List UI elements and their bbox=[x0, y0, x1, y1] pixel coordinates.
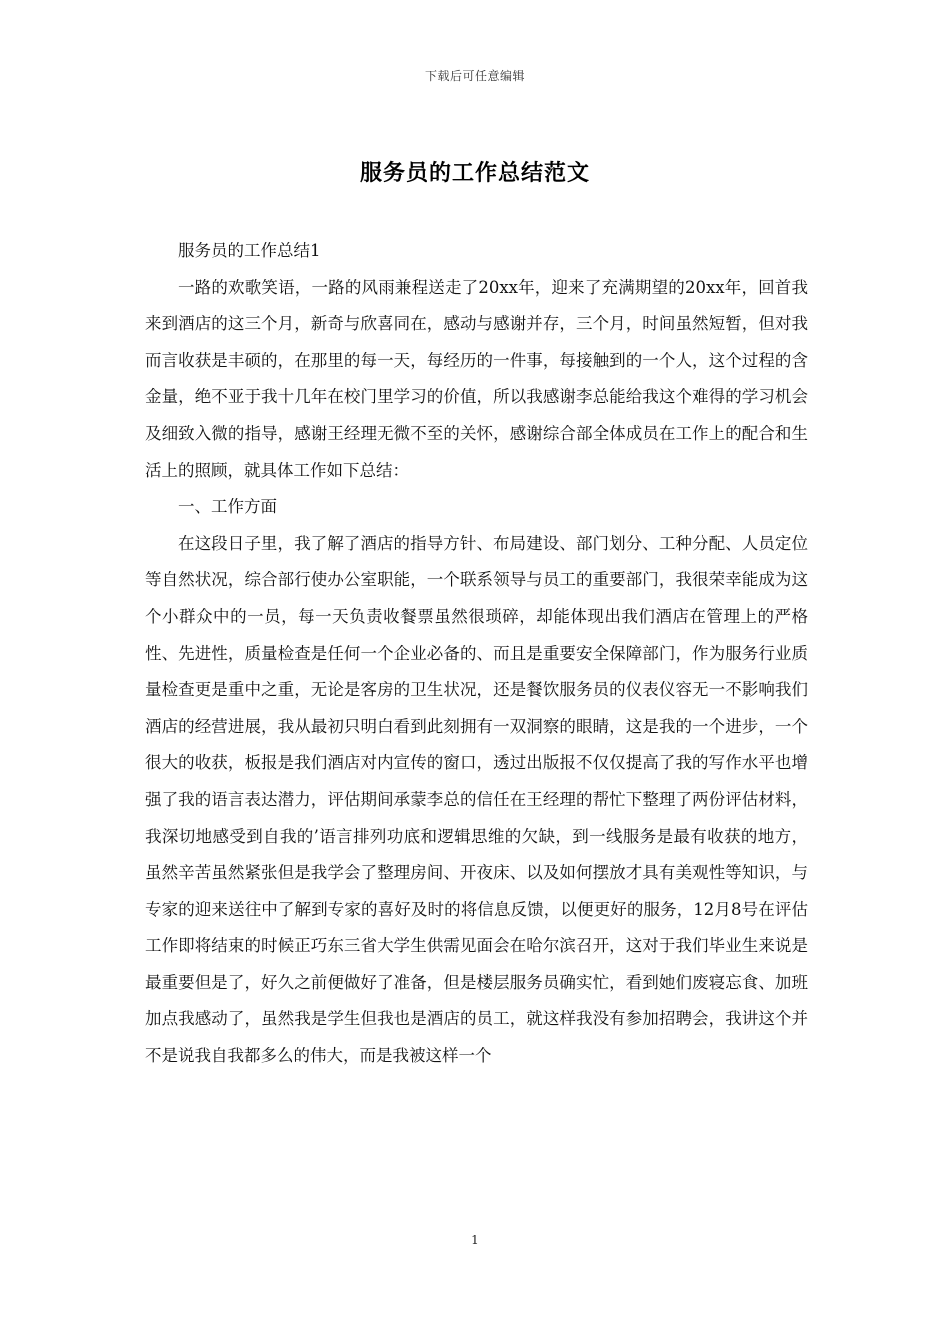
body-paragraph: 在这段日子里，我了解了酒店的指导方针、布局建设、部门划分、工种分配、人员定位等自然状况，综合部行使办公室职能，一个联系领导与员工的重要部门，我很荣幸能成为这个小群众中的一员，每一天负责收餐票虽然很琐碎，却能体现出我们酒店在管理上的严格性、先进性，质量检查是任何一个企业必备的、而且是重要安全保障部门，作为服务行业质量检查更是重中之重，无论是客房的卫生状况，还是餐饮服务员的仪表仪容无一不影响我们酒店的经营进展，我从最初只明白看到此刻拥有一双洞察的眼睛，这是我的一个进步，一个很大的收获，板报是我们酒店对内宣传的窗口，透过出版报不仅仅提高了我的写作水平也增强了我的语言表达潜力，评估期间承蒙李总的信任在王经理的帮忙下整理了两份评估材料，我深切地感受到自我的’语言排列功底和逻辑思维的欠缺，到一线服务是最有收获的地方，虽然辛苦虽然紧张但是我学会了整理房间、开夜床、以及如何摆放才具有美观性等知识，与专家的迎来送往中了解到专家的喜好及时的将信息反馈，以便更好的服务，12月8号在评估工作即将结束的时候正巧东三省大学生供需见面会在哈尔滨召开，这对于我们毕业生来说是最重要但是了，好久之前便做好了准备，但是楼层服务员确实忙，看到她们废寝忘食、加班加点我感动了，虽然我是学生但我也是酒店的员工，就这样我没有参加招聘会，我讲这个并不是说我自我都多么的伟大，而是我被这样一个 bbox=[145, 533, 808, 1066]
body-paragraph: 一路的欢歌笑语，一路的风雨兼程送走了20xx年，迎来了充满期望的20xx年，回首我来到酒店的这三个月，新奇与欣喜同在，感动与感谢并存，三个月，时间虽然短暂，但对我而言收获是丰硕的，在那里的每一天，每经历的一件事，每接触到的一个人，这个过程的含金量，绝不亚于我十几年在校门里学习的价值，所以我感谢李总能给我这个难得的学习机会及细致入微的指导，感谢王经理无微不至的关怀，感谢综合部全体成员在工作上的配合和生活上的照顾，就具体工作如下总结： bbox=[145, 277, 808, 480]
page-number: 1 bbox=[471, 1233, 479, 1247]
section-heading: 服务员的工作总结1 bbox=[178, 241, 321, 260]
document-title: 服务员的工作总结范文 bbox=[359, 160, 590, 186]
header-note: 下载后可任意编辑 bbox=[424, 69, 525, 83]
section-heading: 一、工作方面 bbox=[178, 497, 277, 517]
document-body bbox=[145, 233, 808, 1075]
